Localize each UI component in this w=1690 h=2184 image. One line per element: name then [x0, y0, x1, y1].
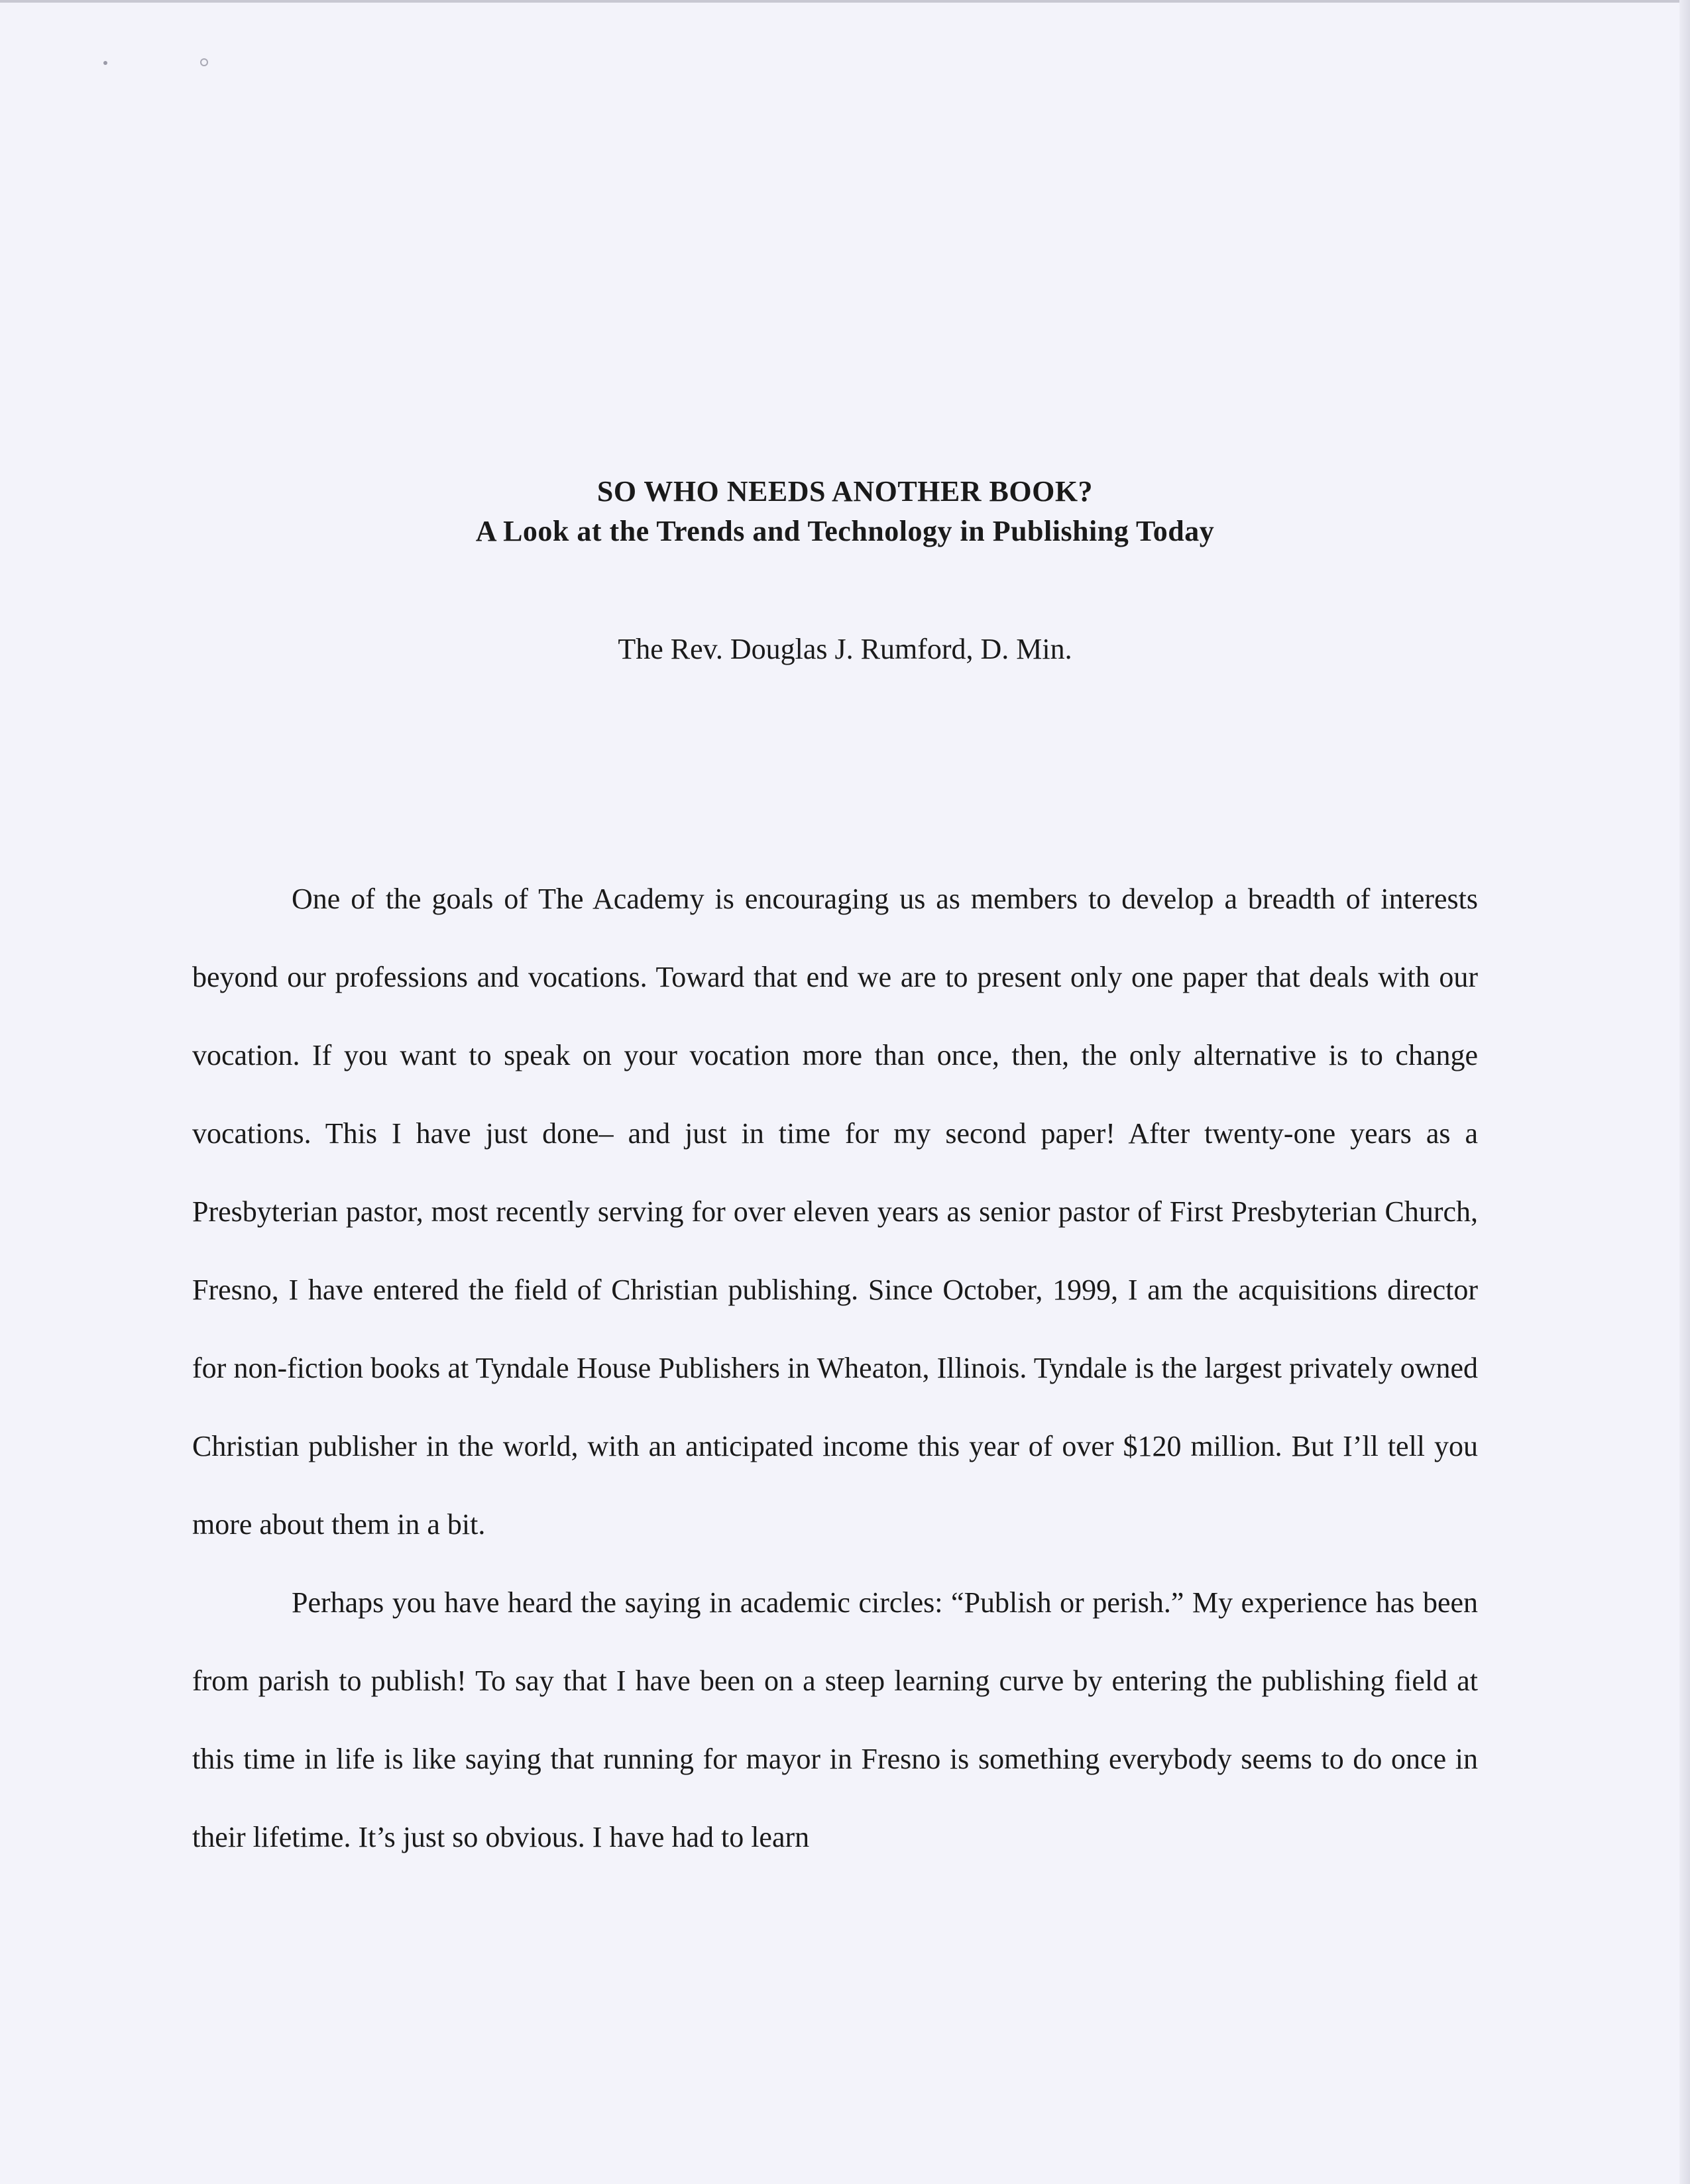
scan-speck — [200, 58, 208, 66]
scan-speck — [103, 61, 107, 65]
body-text — [192, 860, 1478, 1877]
document-title: SO WHO NEEDS ANOTHER BOOK? — [596, 475, 1094, 508]
paragraph: One of the goals of The Academy is encouraging us as members to develop a breadth of interests beyond our professions and vocations. Toward that end we are to present only one paper that deals with our vocation. If you want to speak on your vocation more than once, then, the only alternative is to change vocations. This I have just done– and just in time for my second paper! After twenty-one years as a Presbyterian pastor, most recently serving for over eleven years as senior pastor of First Presbyterian Church, Fresno, I have entered the field of Christian publishing. Since October, 1999, I am the acquisitions director for non-fiction books at Tyndale House Publishers in Wheaton, Illinois. Tyndale is the largest privately owned Christian publisher in the world, with an anticipated income this year of over $120 million. But I’ll tell you more about them in a bit. — [192, 883, 1478, 1541]
document-subtitle: A Look at the Trends and Technology in Publishing Today — [475, 515, 1215, 547]
scan-edge-top — [0, 0, 1690, 3]
title-block — [0, 472, 1690, 551]
author-line: The Rev. Douglas J. Rumford, D. Min. — [618, 633, 1072, 665]
scan-edge-right — [1679, 0, 1690, 2184]
paragraph: Perhaps you have heard the saying in academic circles: “Publish or perish.” My experience has been from parish to publish! To say that I have been on a steep learning curve by entering the publishing field at this time in life is like saying that running for mayor in Fresno is something everybody seems to do once in their lifetime. It’s just so obvious. I have had to learn — [192, 1586, 1478, 1853]
